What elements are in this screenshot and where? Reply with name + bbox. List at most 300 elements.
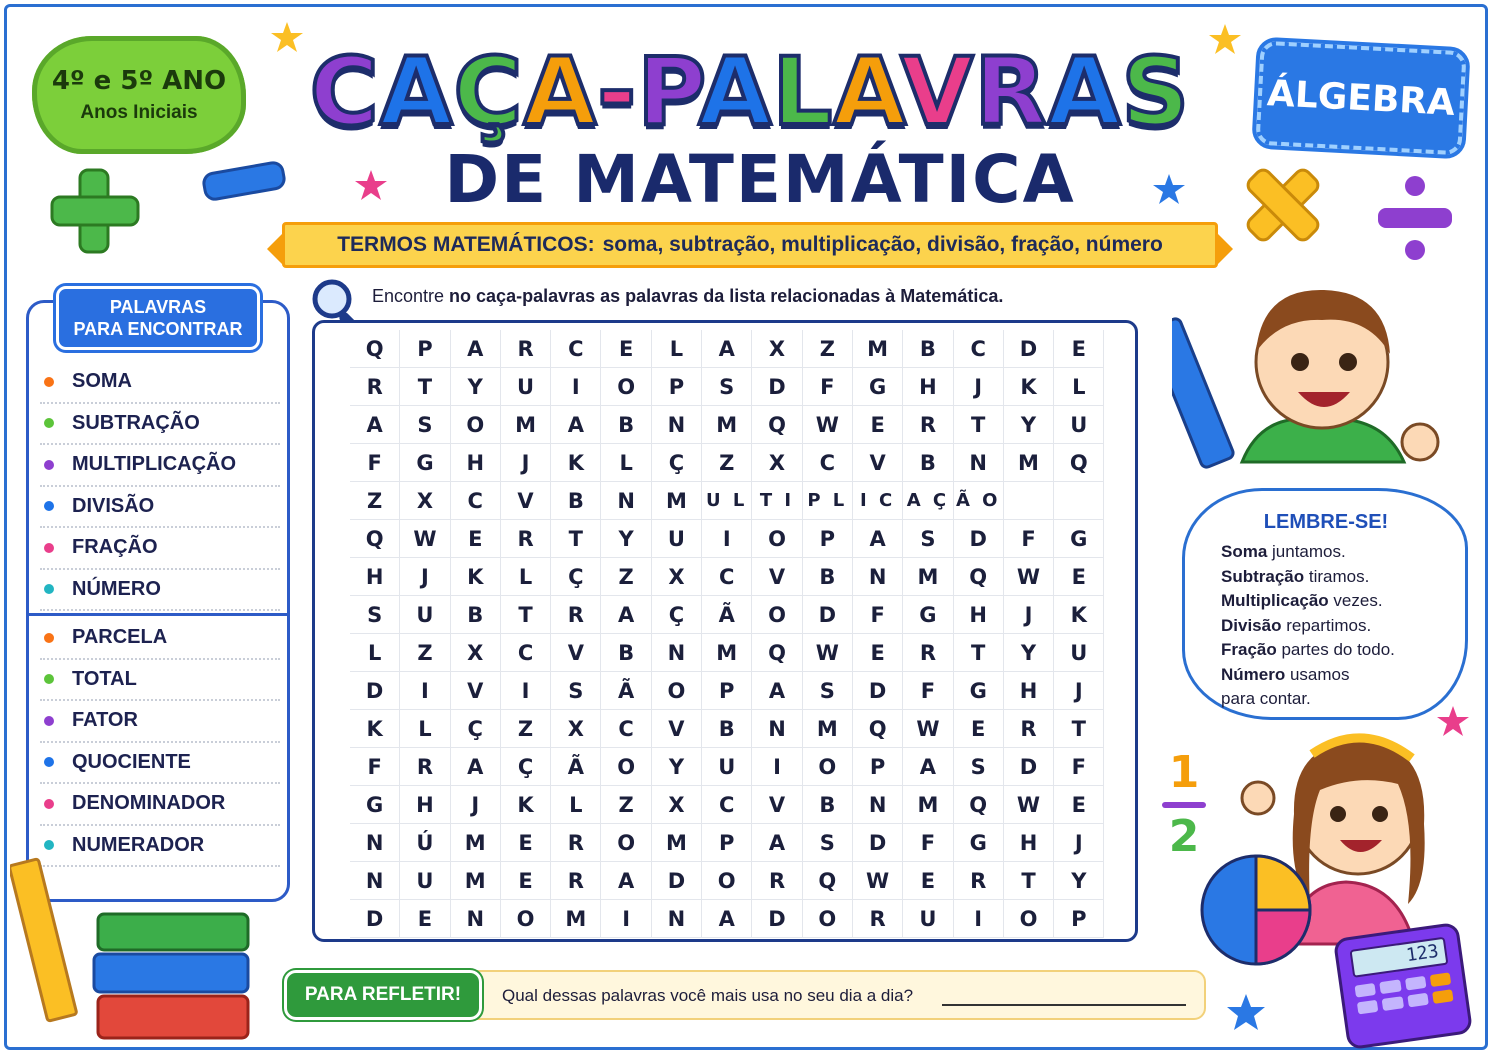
- grid-cell[interactable]: N: [601, 482, 651, 520]
- word-list-item: [40, 570, 280, 612]
- grid-cell[interactable]: Q: [803, 862, 853, 900]
- grid-cell[interactable]: A: [601, 862, 651, 900]
- word-label: QUOCIENTE: [72, 750, 191, 773]
- grid-cell[interactable]: D: [752, 900, 802, 938]
- grid-cell[interactable]: K: [1054, 596, 1104, 634]
- grid-cell[interactable]: Z: [400, 634, 450, 672]
- grid-cell[interactable]: M: [501, 406, 551, 444]
- reminder-line: [1221, 663, 1465, 688]
- grid-cell[interactable]: H: [350, 558, 400, 596]
- grid-cell[interactable]: O: [803, 900, 853, 938]
- grid-cell[interactable]: Z: [501, 710, 551, 748]
- grid-cell[interactable]: H: [903, 368, 953, 406]
- bullet-dot-icon: [44, 584, 54, 594]
- grid-cell[interactable]: B: [601, 634, 651, 672]
- grid-cell[interactable]: O: [702, 862, 752, 900]
- grid-cell[interactable]: Ç: [451, 710, 501, 748]
- reminder-line: [1221, 687, 1465, 712]
- grid-cell[interactable]: G: [1054, 520, 1104, 558]
- grid-cell[interactable]: A Ç: [903, 482, 953, 520]
- grid-cell[interactable]: Q: [954, 558, 1004, 596]
- grid-cell[interactable]: M: [551, 900, 601, 938]
- grid-cell[interactable]: T: [1004, 862, 1054, 900]
- grid-cell[interactable]: J: [400, 558, 450, 596]
- grid-cell[interactable]: U: [903, 900, 953, 938]
- grid-cell[interactable]: C: [954, 330, 1004, 368]
- fraction-denominator: 2: [1168, 811, 1200, 862]
- grid-cell[interactable]: Z: [702, 444, 752, 482]
- bullet-dot-icon: [44, 674, 54, 684]
- grid-cell[interactable]: D: [652, 862, 702, 900]
- grid-cell[interactable]: D: [954, 520, 1004, 558]
- reminder-meaning: repartimos.: [1281, 615, 1372, 635]
- grid-cell[interactable]: S: [551, 672, 601, 710]
- grid-cell[interactable]: S: [400, 406, 450, 444]
- word-list-item: [40, 445, 280, 487]
- grid-cell[interactable]: B: [601, 406, 651, 444]
- word-list-item: [40, 528, 280, 570]
- grid-cell[interactable]: O: [501, 900, 551, 938]
- grid-cell[interactable]: E: [903, 862, 953, 900]
- grade-stage: Anos Iniciais: [80, 102, 198, 123]
- grid-cell[interactable]: M: [451, 862, 501, 900]
- grid-cell[interactable]: I: [601, 900, 651, 938]
- grid-cell[interactable]: X: [752, 444, 802, 482]
- grid-cell[interactable]: A: [752, 824, 802, 862]
- grid-cell[interactable]: B: [803, 786, 853, 824]
- subtitle: DE MATEMÁTICA: [444, 141, 1076, 218]
- grid-cell[interactable]: [1054, 482, 1104, 520]
- grid-cell[interactable]: Y: [1004, 634, 1054, 672]
- grid-cell[interactable]: D: [350, 900, 400, 938]
- grid-cell[interactable]: J: [1054, 824, 1104, 862]
- word-list-group-1: [40, 362, 280, 611]
- grid-cell[interactable]: R: [1004, 710, 1054, 748]
- grid-cell[interactable]: Q: [350, 330, 400, 368]
- grid-cell[interactable]: R: [501, 330, 551, 368]
- grid-cell[interactable]: R: [551, 596, 601, 634]
- grid-cell[interactable]: F: [803, 368, 853, 406]
- grid-cell[interactable]: Z: [601, 786, 651, 824]
- topic-badge: ÁLGEBRA: [1255, 41, 1466, 156]
- grid-cell[interactable]: Ã: [702, 596, 752, 634]
- grid-cell[interactable]: T I: [752, 482, 802, 520]
- grid-cell[interactable]: L: [1054, 368, 1104, 406]
- grid-cell[interactable]: D: [853, 672, 903, 710]
- word-list-divider: [26, 613, 290, 616]
- grid-cell[interactable]: A: [903, 748, 953, 786]
- grid-cell[interactable]: U: [1054, 406, 1104, 444]
- grid-cell[interactable]: W: [1004, 558, 1054, 596]
- grid-cell[interactable]: W: [803, 634, 853, 672]
- grid-cell[interactable]: I: [501, 672, 551, 710]
- grid-cell[interactable]: L: [350, 634, 400, 672]
- grid-cell[interactable]: R: [400, 748, 450, 786]
- grid-cell[interactable]: N: [350, 824, 400, 862]
- grid-cell[interactable]: D: [853, 824, 903, 862]
- grid-cell[interactable]: C: [551, 330, 601, 368]
- grid-cell[interactable]: D: [1004, 748, 1054, 786]
- grid-cell[interactable]: R: [954, 862, 1004, 900]
- grid-cell[interactable]: I: [551, 368, 601, 406]
- grid-cell[interactable]: J: [501, 444, 551, 482]
- grid-cell[interactable]: U: [652, 520, 702, 558]
- grid-cell[interactable]: W: [903, 710, 953, 748]
- calculator-keys: [1354, 972, 1453, 1014]
- grid-cell[interactable]: O: [1004, 900, 1054, 938]
- grid-cell[interactable]: Z: [803, 330, 853, 368]
- grid-cell[interactable]: Ç: [551, 558, 601, 596]
- grid-cell[interactable]: U L: [702, 482, 752, 520]
- grid-cell[interactable]: P L: [803, 482, 853, 520]
- grid-cell[interactable]: O: [601, 368, 651, 406]
- grid-cell[interactable]: D: [752, 368, 802, 406]
- grid-cell[interactable]: G: [400, 444, 450, 482]
- grid-cell[interactable]: M: [853, 330, 903, 368]
- grid-cell[interactable]: V: [752, 558, 802, 596]
- grid-cell[interactable]: F: [1054, 748, 1104, 786]
- grid-cell[interactable]: O: [601, 748, 651, 786]
- grid-cell[interactable]: P: [803, 520, 853, 558]
- grid-cell[interactable]: V: [652, 710, 702, 748]
- grid-cell[interactable]: V: [752, 786, 802, 824]
- grid-cell[interactable]: O: [652, 672, 702, 710]
- grid-cell[interactable]: N: [752, 710, 802, 748]
- grid-cell[interactable]: I: [752, 748, 802, 786]
- grid-cell[interactable]: J: [1004, 596, 1054, 634]
- grid-cell[interactable]: E: [400, 900, 450, 938]
- grid-cell[interactable]: N: [350, 862, 400, 900]
- grid-cell[interactable]: B: [903, 444, 953, 482]
- grid-cell[interactable]: N: [652, 406, 702, 444]
- grid-cell[interactable]: B: [803, 558, 853, 596]
- grid-cell[interactable]: A: [752, 672, 802, 710]
- grid-cell[interactable]: M: [903, 558, 953, 596]
- grid-cell[interactable]: S: [702, 368, 752, 406]
- grid-cell[interactable]: X: [652, 558, 702, 596]
- reminder-meaning: usamos: [1285, 664, 1350, 684]
- grid-cell[interactable]: L: [652, 330, 702, 368]
- grid-cell[interactable]: T: [1054, 710, 1104, 748]
- grid-cell[interactable]: U: [400, 862, 450, 900]
- reminder-term: Soma: [1221, 542, 1268, 561]
- grid-cell[interactable]: E: [501, 862, 551, 900]
- grid-cell[interactable]: H: [1004, 672, 1054, 710]
- star-icon: [1226, 992, 1266, 1032]
- grid-cell[interactable]: N: [451, 900, 501, 938]
- grid-cell[interactable]: R: [903, 634, 953, 672]
- grid-cell[interactable]: U: [400, 596, 450, 634]
- grid-cell[interactable]: C: [702, 558, 752, 596]
- grid-cell[interactable]: Ú: [400, 824, 450, 862]
- grid-cell[interactable]: S: [803, 672, 853, 710]
- grid-cell[interactable]: C: [702, 786, 752, 824]
- pie-icon: [1198, 852, 1314, 968]
- grid-cell[interactable]: U: [1054, 634, 1104, 672]
- grid-cell[interactable]: N: [652, 900, 702, 938]
- grid-cell[interactable]: P: [702, 824, 752, 862]
- grid-cell[interactable]: M: [652, 482, 702, 520]
- grid-cell[interactable]: I: [702, 520, 752, 558]
- grid-cell[interactable]: M: [702, 406, 752, 444]
- calculator-display: 123: [1349, 937, 1448, 978]
- grid-cell[interactable]: P: [853, 748, 903, 786]
- grid-cell[interactable]: Ç: [652, 596, 702, 634]
- grid-cell[interactable]: K: [1004, 368, 1054, 406]
- grid-cell[interactable]: C: [601, 710, 651, 748]
- word-list-item: [40, 784, 280, 826]
- grid-cell[interactable]: M: [803, 710, 853, 748]
- grid-cell[interactable]: Ã: [551, 748, 601, 786]
- grid-cell[interactable]: [1004, 482, 1054, 520]
- grid-cell[interactable]: Q: [853, 710, 903, 748]
- grid-cell[interactable]: E: [1054, 786, 1104, 824]
- word-list-item: [40, 362, 280, 404]
- grid-cell[interactable]: L: [551, 786, 601, 824]
- grid-cell[interactable]: V: [551, 634, 601, 672]
- grid-cell[interactable]: R: [350, 368, 400, 406]
- grid-cell[interactable]: J: [451, 786, 501, 824]
- grid-cell[interactable]: G: [853, 368, 903, 406]
- star-icon: [1152, 172, 1186, 206]
- grid-cell[interactable]: W: [803, 406, 853, 444]
- grid-cell[interactable]: V: [853, 444, 903, 482]
- grid-cell[interactable]: K: [350, 710, 400, 748]
- fraction-numerator: 1: [1168, 747, 1200, 798]
- title-letter: A: [698, 38, 773, 147]
- grid-cell[interactable]: V: [451, 672, 501, 710]
- grid-cell[interactable]: D: [1004, 330, 1054, 368]
- grid-cell[interactable]: K: [501, 786, 551, 824]
- bullet-dot-icon: [44, 716, 54, 726]
- terms-label: TERMOS MATEMÁTICOS:: [337, 233, 595, 256]
- grid-cell[interactable]: Y: [1054, 862, 1104, 900]
- grid-cell[interactable]: I: [954, 900, 1004, 938]
- grid-cell[interactable]: E: [853, 406, 903, 444]
- grid-cell[interactable]: R: [752, 862, 802, 900]
- terms-ribbon: [282, 222, 1218, 268]
- grid-cell[interactable]: E: [853, 634, 903, 672]
- star-icon: [1208, 22, 1242, 56]
- title-letter: S: [1121, 38, 1191, 147]
- grid-cell[interactable]: U: [702, 748, 752, 786]
- grid-cell[interactable]: I C: [853, 482, 903, 520]
- title-letter: V: [900, 38, 975, 147]
- grid-cell[interactable]: X: [451, 634, 501, 672]
- grid-cell[interactable]: P: [652, 368, 702, 406]
- grid-cell[interactable]: Y: [1004, 406, 1054, 444]
- grid-cell[interactable]: Q: [752, 634, 802, 672]
- bullet-dot-icon: [44, 501, 54, 511]
- grid-cell[interactable]: R: [501, 520, 551, 558]
- bullet-dot-icon: [44, 377, 54, 387]
- grid-cell[interactable]: A: [451, 748, 501, 786]
- word-label: TOTAL: [72, 667, 137, 690]
- grid-cell[interactable]: O: [451, 406, 501, 444]
- grid-cell[interactable]: C: [803, 444, 853, 482]
- grid-cell[interactable]: L: [601, 444, 651, 482]
- grid-cell[interactable]: M: [702, 634, 752, 672]
- grid-cell[interactable]: U: [501, 368, 551, 406]
- grid-cell[interactable]: P: [1054, 900, 1104, 938]
- grid-cell[interactable]: E: [954, 710, 1004, 748]
- instructions-prefix: Encontre: [372, 286, 450, 306]
- grid-cell[interactable]: V: [501, 482, 551, 520]
- ruler-icon: [10, 856, 82, 1026]
- grid-cell[interactable]: Y: [601, 520, 651, 558]
- grid-cell[interactable]: F: [903, 824, 953, 862]
- reminder-term: Número: [1221, 664, 1286, 684]
- grid-cell[interactable]: P: [702, 672, 752, 710]
- grid-cell[interactable]: S: [803, 824, 853, 862]
- grid-cell[interactable]: A: [853, 520, 903, 558]
- grid-cell[interactable]: G: [350, 786, 400, 824]
- grid-cell[interactable]: O: [601, 824, 651, 862]
- grid-cell[interactable]: R: [551, 824, 601, 862]
- grid-cell[interactable]: H: [954, 596, 1004, 634]
- grid-cell[interactable]: O: [752, 596, 802, 634]
- word-search-grid: [350, 330, 1105, 938]
- grid-cell[interactable]: K: [551, 444, 601, 482]
- grid-cell[interactable]: C: [501, 634, 551, 672]
- grid-cell[interactable]: S: [903, 520, 953, 558]
- grid-cell[interactable]: X: [752, 330, 802, 368]
- grid-cell[interactable]: F: [903, 672, 953, 710]
- grid-cell[interactable]: T: [551, 520, 601, 558]
- grid-cell[interactable]: Ã: [601, 672, 651, 710]
- grid-cell[interactable]: Q: [752, 406, 802, 444]
- grid-cell[interactable]: M: [451, 824, 501, 862]
- grid-cell[interactable]: S: [350, 596, 400, 634]
- grid-cell[interactable]: S: [954, 748, 1004, 786]
- divide-icon: [1372, 172, 1458, 264]
- title-letter: R: [974, 38, 1048, 147]
- grid-cell[interactable]: O: [803, 748, 853, 786]
- grid-cell[interactable]: F: [350, 444, 400, 482]
- grid-cell[interactable]: Y: [451, 368, 501, 406]
- grid-cell[interactable]: Q: [954, 786, 1004, 824]
- grid-cell[interactable]: B: [903, 330, 953, 368]
- grid-cell[interactable]: F: [1004, 520, 1054, 558]
- grid-cell[interactable]: T: [400, 368, 450, 406]
- grid-cell[interactable]: E: [1054, 330, 1104, 368]
- grid-cell[interactable]: Ã O: [954, 482, 1004, 520]
- grid-cell[interactable]: K: [451, 558, 501, 596]
- grid-cell[interactable]: A: [601, 596, 651, 634]
- reminder-line: [1221, 589, 1465, 614]
- grid-cell[interactable]: M: [903, 786, 953, 824]
- grid-cell[interactable]: G: [954, 824, 1004, 862]
- word-label: DIVISÃO: [72, 494, 155, 517]
- grid-cell[interactable]: O: [752, 520, 802, 558]
- reminder-lines: [1221, 540, 1465, 712]
- grid-cell[interactable]: A: [702, 900, 752, 938]
- grid-cell[interactable]: L: [400, 710, 450, 748]
- grid-cell[interactable]: N: [954, 444, 1004, 482]
- grid-cell[interactable]: T: [501, 596, 551, 634]
- grid-cell[interactable]: N: [853, 786, 903, 824]
- word-list-header-line2: PARA ENCONTRAR: [73, 319, 243, 339]
- grid-cell[interactable]: A: [551, 406, 601, 444]
- grid-cell[interactable]: I: [400, 672, 450, 710]
- word-label: NUMERADOR: [72, 833, 205, 856]
- grid-cell[interactable]: W: [853, 862, 903, 900]
- grid-cell[interactable]: P: [400, 330, 450, 368]
- grid-cell[interactable]: F: [350, 748, 400, 786]
- grid-cell[interactable]: R: [853, 900, 903, 938]
- grid-cell[interactable]: R: [551, 862, 601, 900]
- word-list-group-2: [40, 618, 280, 867]
- grid-cell[interactable]: W: [400, 520, 450, 558]
- grid-cell[interactable]: Y: [652, 748, 702, 786]
- grid-cell[interactable]: Q: [1054, 444, 1104, 482]
- answer-line[interactable]: [942, 1004, 1186, 1006]
- grid-cell[interactable]: B: [451, 596, 501, 634]
- grid-cell[interactable]: A: [350, 406, 400, 444]
- bullet-dot-icon: [44, 418, 54, 428]
- grid-cell[interactable]: L: [501, 558, 551, 596]
- grid-cell[interactable]: X: [652, 786, 702, 824]
- grid-cell[interactable]: T: [954, 634, 1004, 672]
- word-label: FRAÇÃO: [72, 536, 158, 559]
- word-label: NÚMERO: [72, 577, 161, 600]
- grid-cell[interactable]: E: [1054, 558, 1104, 596]
- reminder-meaning: tiramos.: [1304, 566, 1370, 586]
- grid-cell[interactable]: X: [551, 710, 601, 748]
- grid-cell[interactable]: H: [451, 444, 501, 482]
- grid-cell[interactable]: D: [350, 672, 400, 710]
- grid-cell[interactable]: H: [1004, 824, 1054, 862]
- grid-cell[interactable]: N: [652, 634, 702, 672]
- minus-icon: [200, 158, 290, 206]
- grid-cell[interactable]: Z: [350, 482, 400, 520]
- reminder-line: [1221, 614, 1465, 639]
- grid-cell[interactable]: J: [954, 368, 1004, 406]
- grid-cell[interactable]: G: [903, 596, 953, 634]
- grid-cell[interactable]: W: [1004, 786, 1054, 824]
- grid-cell[interactable]: F: [853, 596, 903, 634]
- grid-cell[interactable]: B: [702, 710, 752, 748]
- boy-illustration: [1172, 262, 1462, 492]
- grid-cell[interactable]: E: [601, 330, 651, 368]
- terms-list: soma, subtração, multiplicação, divisão, fração, número: [602, 233, 1163, 256]
- grid-cell[interactable]: R: [903, 406, 953, 444]
- grid-cell[interactable]: C: [451, 482, 501, 520]
- grid-cell[interactable]: X: [400, 482, 450, 520]
- grid-cell[interactable]: J: [1054, 672, 1104, 710]
- grid-cell[interactable]: Q: [350, 520, 400, 558]
- grid-cell[interactable]: Z: [601, 558, 651, 596]
- grid-cell[interactable]: Ç: [652, 444, 702, 482]
- reminder-term: Multiplicação: [1221, 591, 1329, 610]
- instructions-text: no caça-palavras as palavras da lista relacionadas à Matemática.: [449, 286, 1004, 306]
- grid-cell[interactable]: E: [451, 520, 501, 558]
- grid-cell[interactable]: Ç: [501, 748, 551, 786]
- grid-cell[interactable]: M: [1004, 444, 1054, 482]
- grid-cell[interactable]: A: [451, 330, 501, 368]
- grid-cell[interactable]: N: [853, 558, 903, 596]
- grid-cell[interactable]: T: [954, 406, 1004, 444]
- reminder-cloud: [1182, 488, 1468, 720]
- grid-cell[interactable]: D: [803, 596, 853, 634]
- grid-cell[interactable]: H: [400, 786, 450, 824]
- grid-cell[interactable]: G: [954, 672, 1004, 710]
- grid-cell[interactable]: M: [652, 824, 702, 862]
- title-letter: P: [637, 38, 699, 147]
- grid-cell[interactable]: A: [702, 330, 752, 368]
- grid-cell[interactable]: E: [501, 824, 551, 862]
- grid-cell[interactable]: B: [551, 482, 601, 520]
